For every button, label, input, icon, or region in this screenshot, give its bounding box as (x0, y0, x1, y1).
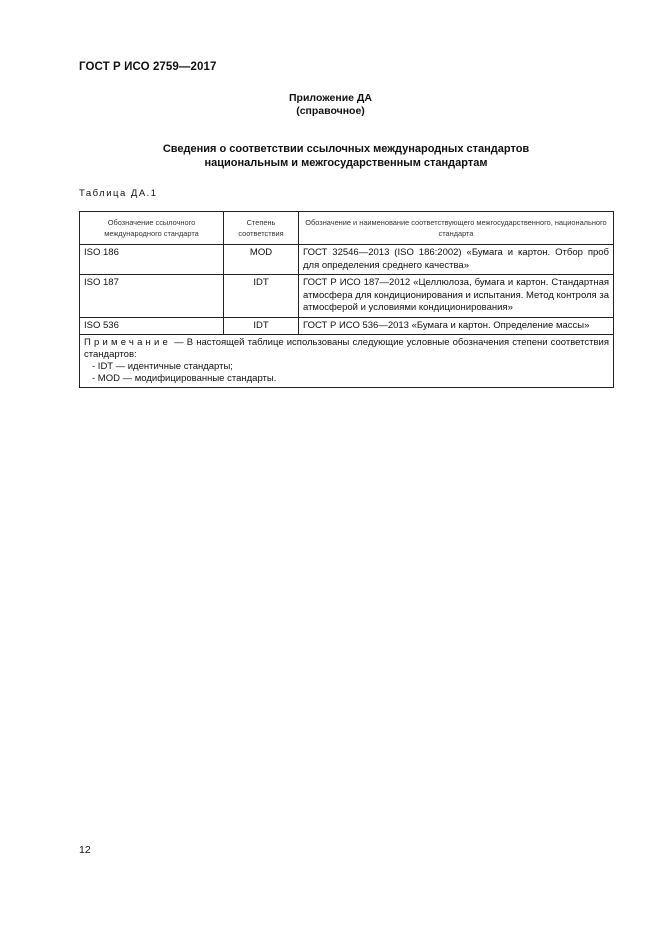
note-label: Примечание (84, 337, 171, 348)
annex-kind: (справочное) (296, 105, 365, 117)
cell-degree: IDT (224, 317, 299, 335)
annex-header (0, 92, 661, 118)
cell-code: ISO 187 (80, 275, 224, 318)
annex-heading (0, 142, 661, 170)
cell-name: ГОСТ Р ИСО 187—2012 «Целлюлоза, бумага и картон. Стандартная атмосфера для кондиционирования и испытания. Метод контроля за атмосферой и условиями кондиционирования» (299, 275, 614, 318)
note-text: — В настоящей таблице использованы следующие условные обозначения степени соответствия стандартов: (84, 337, 609, 360)
header-international-standard: Обозначение ссылочного международного стандарта (80, 212, 224, 245)
document-code: ГОСТ Р ИСО 2759—2017 (79, 61, 217, 73)
page-number: 12 (79, 844, 91, 856)
header-degree: Степень соответствия (224, 212, 299, 245)
cell-degree: MOD (224, 245, 299, 275)
cell-degree: IDT (224, 275, 299, 318)
note-item-mod: - MOD — модифицированные стандарты. (92, 373, 277, 384)
annex-heading-line1: Сведения о соответствии ссылочных международных стандартов (162, 143, 530, 155)
table-note-row (80, 335, 614, 388)
cell-code: ISO 536 (80, 317, 224, 335)
correspondence-table (79, 211, 614, 388)
header-national-standard: Обозначение и наименование соответствующего межгосударственного, национального стандарта (299, 212, 614, 245)
table-row (80, 275, 614, 318)
table-note (80, 335, 614, 388)
note-item-idt: - IDT — идентичные стандарты; (92, 361, 233, 372)
table-row (80, 317, 614, 335)
cell-name: ГОСТ 32546—2013 (ISO 186:2002) «Бумага и картон. Отбор проб для определения среднего качества» (299, 245, 614, 275)
table-caption: Таблица ДА.1 (79, 188, 158, 199)
annex-title: Приложение ДА (289, 92, 372, 104)
table-header-row (80, 212, 614, 245)
cell-code: ISO 186 (80, 245, 224, 275)
table-row (80, 245, 614, 275)
annex-heading-line2: национальным и межгосударственным стандартам (204, 157, 488, 169)
cell-name: ГОСТ Р ИСО 536—2013 «Бумага и картон. Определение массы» (299, 317, 614, 335)
